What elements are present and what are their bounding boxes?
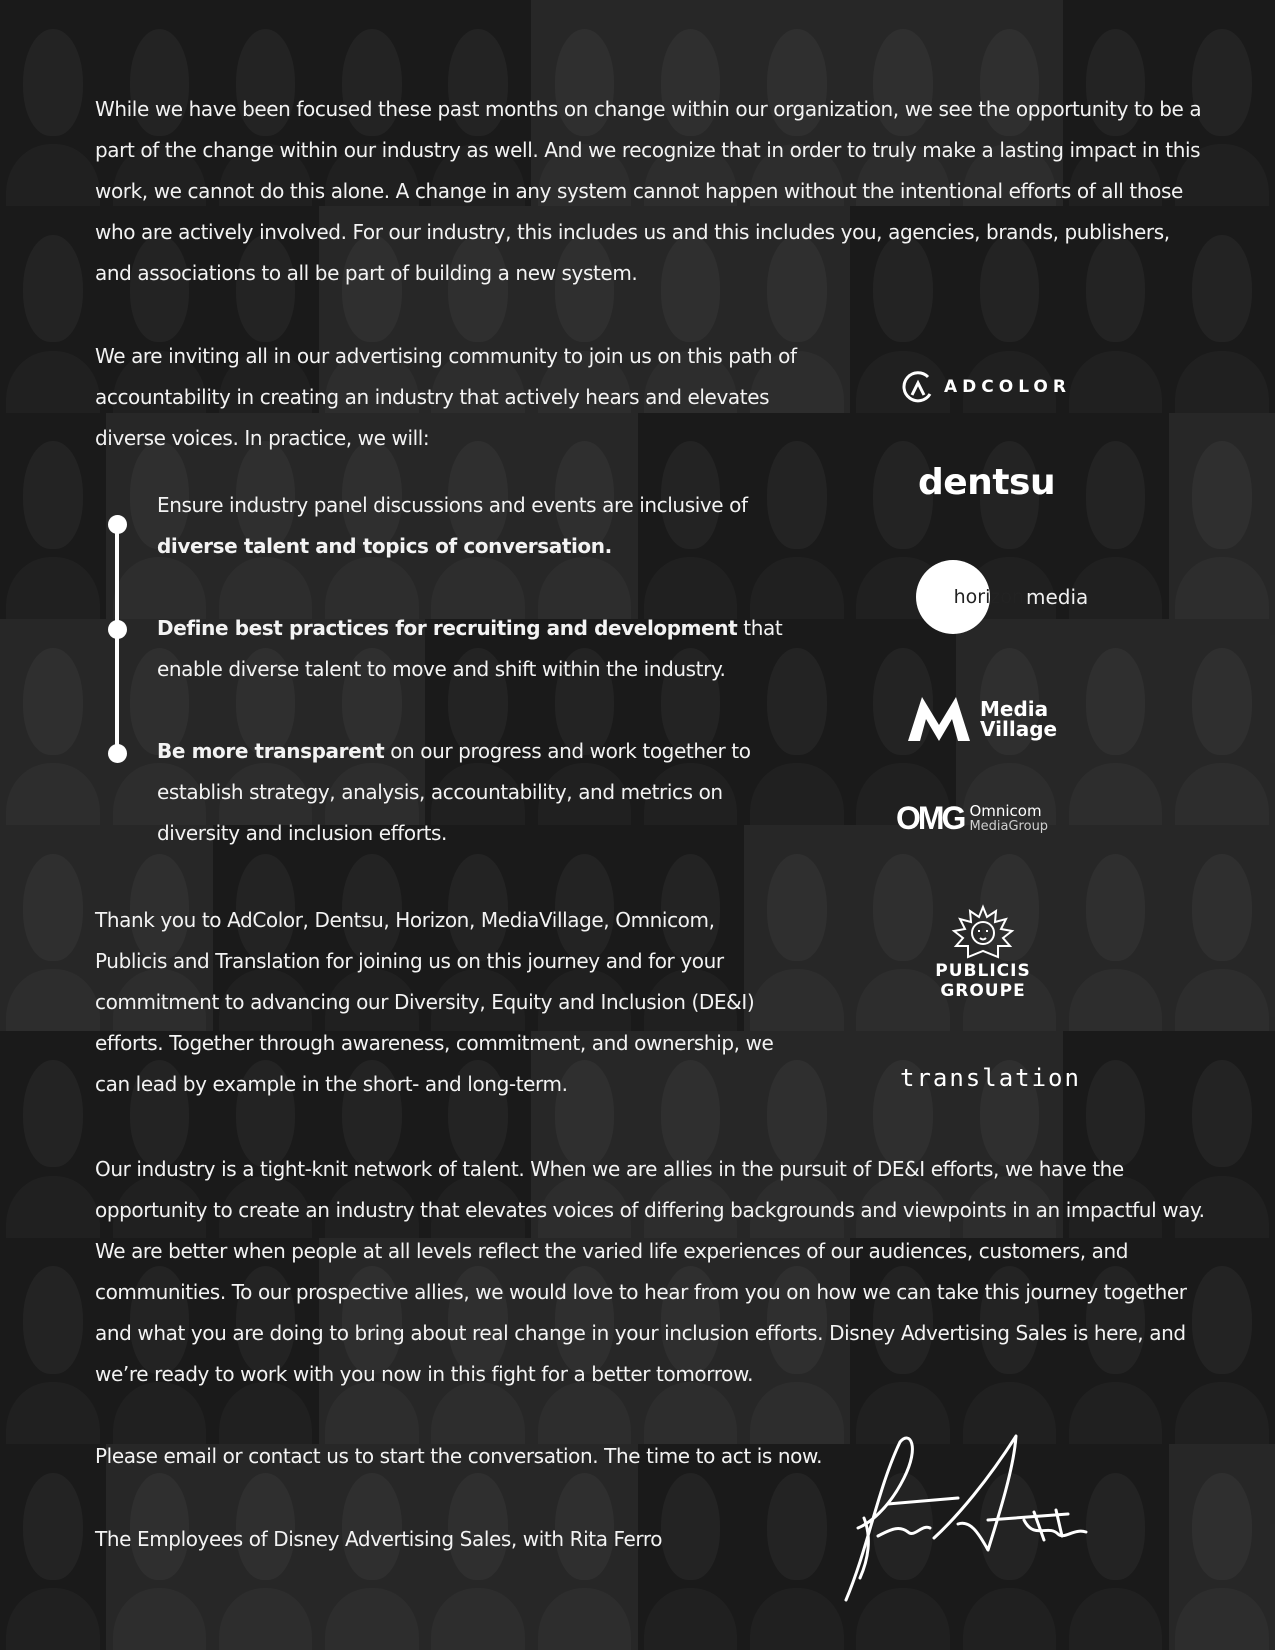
mediavillage-m-icon (906, 695, 972, 743)
adcolor-wordmark: ADCOLOR (944, 377, 1071, 397)
invitation-paragraph: We are inviting all in our advertising community to join us on this path of accountability in creating an industry that actively hears and elevates diverse voices. In practice, we will: (95, 344, 797, 450)
adcolor-logo (900, 369, 1071, 405)
lion-icon (948, 903, 1018, 961)
commitment-timeline (115, 524, 119, 754)
commitment-text: on our progress and work together to establish strategy, analysis, accountability, and metrics on diversity and inclusion efforts. (157, 739, 751, 845)
commitment-item (157, 731, 797, 854)
adcolor-mark-icon (900, 369, 936, 405)
closing-paragraph: Our industry is a tight-knit network of talent. When we are allies in the pursuit of DE&I efforts, we have the opportunity to create an industry that elevates voices of differing backgrounds and viewpoints in an impactful way. We are better when people at all levels reflect the varied life experiences of our audiences, customers, and communities. To our prospective allies, we would love to hear from you on how we can take this journey together and what you are doing to bring about real change in your inclusion efforts. Disney Advertising Sales is here, and we’re ready to work with you now in this fight for a better tomorrow. (95, 1157, 1205, 1386)
mediavillage-wordmark-top: Media (980, 697, 1049, 721)
bullet-dot-icon (108, 744, 127, 763)
horizon-wordmark: horizon (953, 586, 1024, 608)
commitment-item (157, 608, 797, 690)
intro-paragraph: While we have been focused these past months on change within our organization, we see the opportunity to be a part of the change within our industry as well. And we recognize that in order to truly make a lasting impact in this work, we cannot do this alone. A change in any system cannot happen without the intentional efforts of all those who are actively involved. For our industry, this includes us and this includes you, agencies, brands, publishers, and associations to all be part of building a new system. (95, 97, 1202, 285)
horizon-media-wordmark: media (1026, 585, 1089, 609)
thanks-paragraph: Thank you to AdColor, Dentsu, Horizon, MediaVillage, Omnicom, Publicis and Translation for joining us on this journey and for your commitment to advancing our Diversity, Equity and Inclusion (DE&I) efforts. Together through awareness, commitment, and ownership, we can lead by example in the short- and long-term. (95, 908, 774, 1096)
commitment-emphasis: Be more transparent (157, 739, 385, 763)
omnicom-logo (896, 800, 1048, 837)
translation-logo: translation (900, 1064, 1081, 1092)
omg-wordmark: OMG (896, 800, 964, 836)
omnicom-subtitle: MediaGroup (969, 818, 1049, 834)
commitment-emphasis: diverse talent and topics of conversation. (157, 534, 612, 558)
commitment-emphasis: Define best practices for recruiting and development (157, 616, 738, 640)
call-to-action: Please email or contact us to start the conversation. The time to act is now. (95, 1444, 823, 1468)
horizon-media-logo (916, 560, 1088, 634)
signature-icon (838, 1428, 1108, 1608)
omnicom-wordmark: Omnicom (969, 801, 1042, 820)
mediavillage-logo (906, 695, 1057, 743)
mediavillage-wordmark-bottom: Village (980, 717, 1058, 741)
groupe-wordmark: GROUPE (940, 981, 1026, 1001)
publicis-wordmark: PUBLICIS (935, 961, 1031, 981)
bullet-dot-icon (108, 620, 127, 639)
commitment-item (157, 485, 797, 567)
publicis-logo (928, 903, 1038, 1001)
horizon-circle (916, 560, 1024, 634)
sign-off: The Employees of Disney Advertising Sales, with Rita Ferro (95, 1527, 663, 1551)
bullet-dot-icon (108, 515, 127, 534)
dentsu-logo: dentsu (918, 462, 1056, 503)
commitment-text: that enable diverse talent to move and shift within the industry. (157, 616, 783, 681)
commitment-text: Ensure industry panel discussions and events are inclusive of (157, 493, 748, 517)
